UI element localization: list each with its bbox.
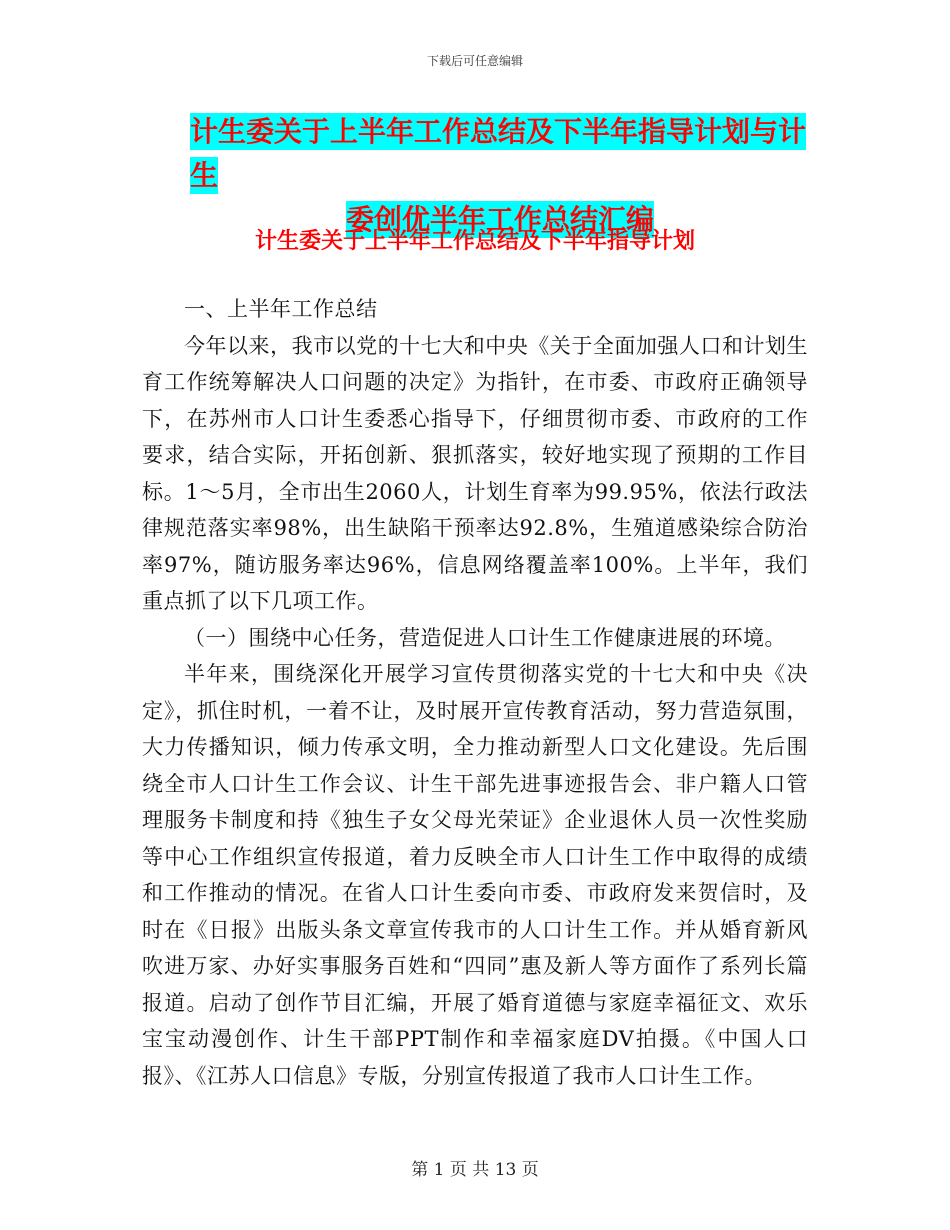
paragraph: 半年来，围绕深化开展学习宣传贯彻落实党的十七大和中央《决定》，抓住时机，一着不让，及时展开宣传教育活动，努力营造氛围，大力传播知识，倾力传承文明，全力推动新型人口文化建设。先后围绕全市人口计生工作会议、计生干部先进事迹报告会、非户籍人口管理服务卡制度和持《独生子女父母光荣证》企业退休人员一次性奖励等中心工作组织宣传报道，着力反映全市人口计生工作中取得的成绩和工作推动的情况。在省人口计生委向市委、市政府发来贺信时，及时在《日报》出版头条文章宣传我市的人口计生工作。并从婚育新风吹进万家、办好实事服务百姓和“四同”惠及新人等方面作了系列长篇报道。启动了创作节目汇编，开展了婚育道德与家庭幸福征文、欢乐宝宝动漫创作、计生干部PPT制作和幸福家庭DV拍摄。《中国人口报》、《江苏人口信息》专版，分别宣传报道了我市人口计生工作。 (142, 662, 808, 1088)
title-line-2: 委创优半年工作总结汇编 (345, 203, 654, 236)
document-body (142, 291, 808, 1094)
paragraph-subheading: （一）围绕中心任务，营造促进人口计生工作健康进展的环境。 (184, 625, 786, 650)
document-title (190, 110, 810, 242)
page-number: 第 1 页 共 13 页 (411, 1160, 539, 1180)
title-line-1: 计生委关于上半年工作总结及下半年指导计划与计生 (190, 115, 807, 192)
section-title: 计生委关于上半年工作总结及下半年指导计划 (254, 229, 695, 254)
paragraph-heading: 一、上半年工作总结 (184, 297, 378, 321)
header-note: 下载后可任意编辑 (426, 54, 523, 68)
paragraph: 今年以来，我市以党的十七大和中央《关于全面加强人口和计划生育工作统筹解决人口问题的决定》为指针，在市委、市政府正确领导下，在苏州市人口计生委悉心指导下，仔细贯彻市委、市政府的工作要求，结合实际，开拓创新、狠抓落实，较好地实现了预期的工作目标。1～5月，全市出生2060人，计划生育率为99.95%，依法行政法律规范落实率98%，出生缺陷干预率达92.8%，生殖道感染综合防治率97%，随访服务率达96%，信息网络覆盖率100%。上半年，我们重点抓了以下几项工作。 (142, 333, 808, 613)
